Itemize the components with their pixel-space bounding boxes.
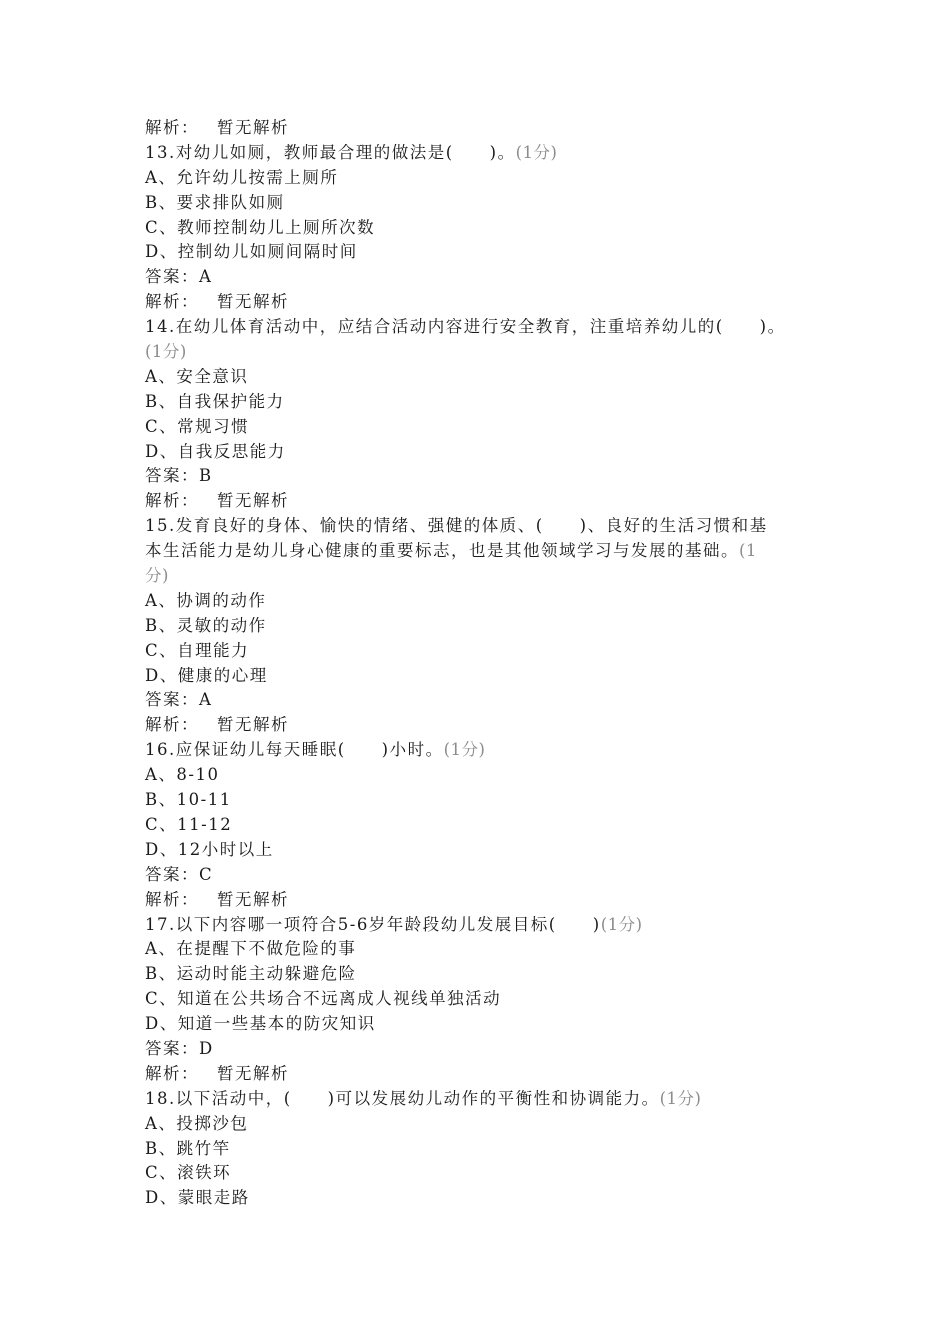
option-d: D、控制幼儿如厕间隔时间 xyxy=(145,242,358,262)
analysis-line xyxy=(145,888,825,913)
analysis-label: 解析： xyxy=(145,1063,199,1083)
question-score-part-1: (1 xyxy=(739,541,757,561)
question-15-stem-line-1: 15.发育良好的身体、愉快的情绪、强健的体质、( )、良好的生活习惯和基 xyxy=(145,516,768,536)
option-c: C、常规习惯 xyxy=(145,416,250,436)
answer-line: 答案：C xyxy=(145,864,214,884)
analysis-label: 解析： xyxy=(145,292,199,312)
option-a: A、允许幼儿按需上厕所 xyxy=(145,167,339,187)
option-a: A、投掷沙包 xyxy=(145,1113,249,1133)
option-b: B、要求排队如厕 xyxy=(145,192,285,212)
question-score: (1分) xyxy=(659,1088,702,1108)
option-b: B、灵敏的动作 xyxy=(145,615,267,635)
analysis-label: 解析： xyxy=(145,889,199,909)
question-13-stem xyxy=(145,141,825,166)
question-score: (1分) xyxy=(443,740,486,760)
analysis-line xyxy=(145,1062,825,1087)
option-b: B、运动时能主动躲避危险 xyxy=(145,964,357,984)
answer-line: 答案：B xyxy=(145,466,213,486)
analysis-text: 暂无解析 xyxy=(217,491,289,511)
option-a: A、在提醒下不做危险的事 xyxy=(145,939,357,959)
question-score-part-2: 分) xyxy=(145,566,169,586)
answer-line: 答案：A xyxy=(145,690,213,710)
question-stem-text: 16.应保证幼儿每天睡眠( )小时。 xyxy=(145,740,444,760)
question-14-stem: 14.在幼儿体育活动中，应结合活动内容进行安全教育，注重培养幼儿的( )。 xyxy=(145,317,786,337)
option-c: C、滚铁环 xyxy=(145,1163,232,1183)
question-15-stem-line-2 xyxy=(145,539,825,564)
analysis-line xyxy=(145,713,825,738)
option-b: B、自我保护能力 xyxy=(145,391,285,411)
question-stem-text: 本生活能力是幼儿身心健康的重要标志，也是其他领域学习与发展的基础。 xyxy=(145,541,739,561)
option-a: A、安全意识 xyxy=(145,366,249,386)
option-d: D、知道一些基本的防灾知识 xyxy=(145,1014,376,1034)
question-17-stem xyxy=(145,913,825,938)
option-c: C、知道在公共场合不远离成人视线单独活动 xyxy=(145,989,502,1009)
analysis-text: 暂无解析 xyxy=(217,889,289,909)
answer-line: 答案：D xyxy=(145,1038,214,1058)
option-b: B、跳竹竿 xyxy=(145,1138,231,1158)
option-a: A、8-10 xyxy=(145,765,220,785)
option-c: C、自理能力 xyxy=(145,640,250,660)
question-16-stem xyxy=(145,738,825,763)
option-b: B、10-11 xyxy=(145,790,232,810)
analysis-text: 暂无解析 xyxy=(217,715,289,735)
analysis-label: 解析： xyxy=(145,715,199,735)
question-stem-text: 17.以下内容哪一项符合5-6岁年龄段幼儿发展目标( ) xyxy=(145,914,601,934)
option-a: A、协调的动作 xyxy=(145,590,267,610)
question-18-stem xyxy=(145,1087,825,1112)
question-score: (1分) xyxy=(600,914,643,934)
question-score: (1分) xyxy=(145,342,187,362)
analysis-text: 暂无解析 xyxy=(217,1063,289,1083)
analysis-label: 解析： xyxy=(145,491,199,511)
analysis-text: 暂无解析 xyxy=(217,118,289,137)
analysis-text: 暂无解析 xyxy=(217,292,289,312)
analysis-label: 解析： xyxy=(145,118,199,137)
option-d: D、蒙眼走路 xyxy=(145,1188,250,1208)
analysis-line xyxy=(145,290,825,315)
question-score: (1分) xyxy=(515,142,558,162)
option-c: C、11-12 xyxy=(145,814,233,834)
question-score-line xyxy=(145,340,825,365)
option-d: D、自我反思能力 xyxy=(145,441,286,461)
question-score-line xyxy=(145,564,825,589)
analysis-line xyxy=(145,116,825,141)
option-d: D、12小时以上 xyxy=(145,839,274,859)
analysis-line xyxy=(145,489,825,514)
option-c: C、教师控制幼儿上厕所次数 xyxy=(145,217,376,237)
question-stem-text: 18.以下活动中，( )可以发展幼儿动作的平衡性和协调能力。 xyxy=(145,1088,660,1108)
option-d: D、健康的心理 xyxy=(145,665,268,685)
answer-line: 答案：A xyxy=(145,267,213,287)
exam-page xyxy=(145,116,825,1211)
question-stem-text: 13.对幼儿如厕，教师最合理的做法是( )。 xyxy=(145,142,516,162)
